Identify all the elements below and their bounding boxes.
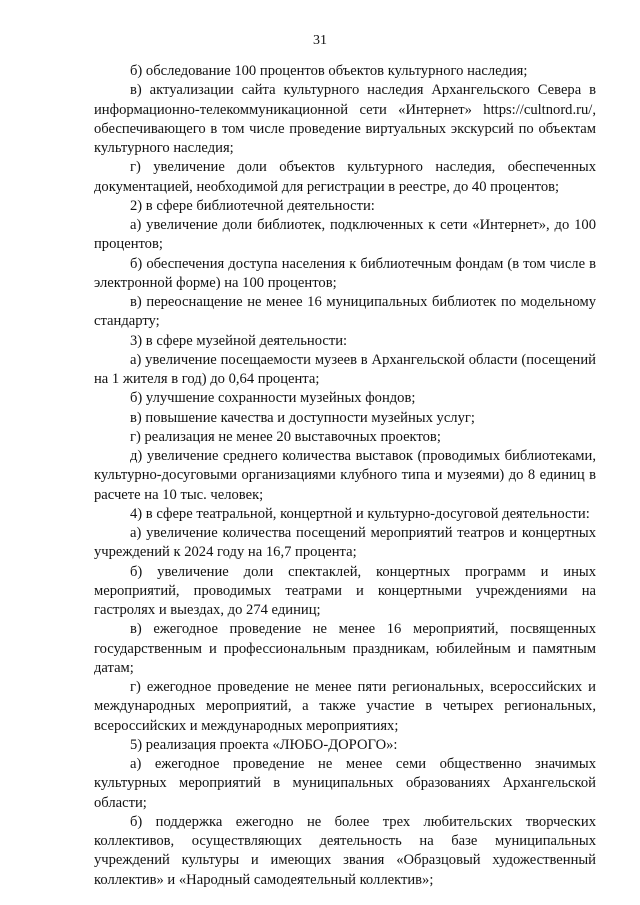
paragraph: а) увеличение количества посещений мероприятий театров и концертных учреждений к 2024 году на 16,7 процента; bbox=[94, 525, 596, 561]
paragraph: г) увеличение доли объектов культурного наследия, обеспеченных документацией, необходимой для регистрации в реестре, до 40 процентов; bbox=[94, 159, 596, 195]
paragraph: 2) в сфере библиотечной деятельности: bbox=[130, 197, 375, 214]
paragraph: в) ежегодное проведение не менее 16 мероприятий, посвященных государственным и профессиональным праздникам, юбилейным и памятным датам; bbox=[94, 621, 596, 676]
paragraph: а) увеличение посещаемости музеев в Архангельской области (посещений на 1 жителя в год) до 0,64 процента; bbox=[94, 351, 596, 387]
paragraph: б) увеличение доли спектаклей, концертных программ и иных мероприятий, проводимых театрами и концертными учреждениями на гастролях и выездах, до 274 единиц; bbox=[94, 563, 596, 618]
paragraph: а) увеличение доли библиотек, подключенных к сети «Интернет», до 100 процентов; bbox=[94, 217, 596, 253]
paragraph: б) поддержка ежегодно не более трех любительских творческих коллективов, осуществляющих деятельность на базе муниципальных учреждений культуры и имеющих звания «Образцовый художественный коллектив» и «Народный самодеятельный коллектив»; bbox=[94, 813, 596, 888]
paragraph: в) актуализации сайта культурного наследия Архангельского Севера в информационно-телекоммуникационной сети «Интернет» https://cultnord.ru/, обеспечивающего в том числе проведение виртуальных экскурсий по объектам культурного наследия; bbox=[94, 82, 596, 156]
paragraph: 4) в сфере театральной, концертной и культурно-досуговой деятельности: bbox=[130, 505, 590, 522]
paragraph: г) реализация не менее 20 выставочных проектов; bbox=[130, 428, 441, 445]
paragraph: б) обследование 100 процентов объектов культурного наследия; bbox=[130, 63, 528, 79]
paragraph: 3) в сфере музейной деятельности: bbox=[130, 332, 348, 349]
paragraph: а) ежегодное проведение не менее семи общественно значимых культурных мероприятий в муниципальных образованиях Архангельской области; bbox=[94, 756, 596, 811]
paragraph: б) улучшение сохранности музейных фондов; bbox=[130, 390, 416, 407]
paragraph: б) обеспечения доступа населения к библиотечным фондам (в том числе в электронной форме) на 100 процентов; bbox=[94, 255, 596, 291]
page-number: 31 bbox=[313, 33, 327, 48]
paragraph: г) ежегодное проведение не менее пяти региональных, всероссийских и международных мероприятий, а также участие в четырех региональных, всероссийских и международных мероприятиях; bbox=[94, 679, 596, 734]
paragraph: в) повышение качества и доступности музейных услуг; bbox=[130, 409, 475, 426]
paragraph: в) переоснащение не менее 16 муниципальных библиотек по модельному стандарту; bbox=[94, 294, 596, 330]
paragraph: д) увеличение среднего количества выставок (проводимых библиотеками, культурно-досуговыми организациями клубного типа и музеями) до 8 единиц в расчете на 10 тыс. человек; bbox=[94, 448, 596, 503]
paragraph: 5) реализация проекта «ЛЮБО-ДОРОГО»: bbox=[130, 736, 398, 753]
document-body bbox=[94, 62, 596, 890]
